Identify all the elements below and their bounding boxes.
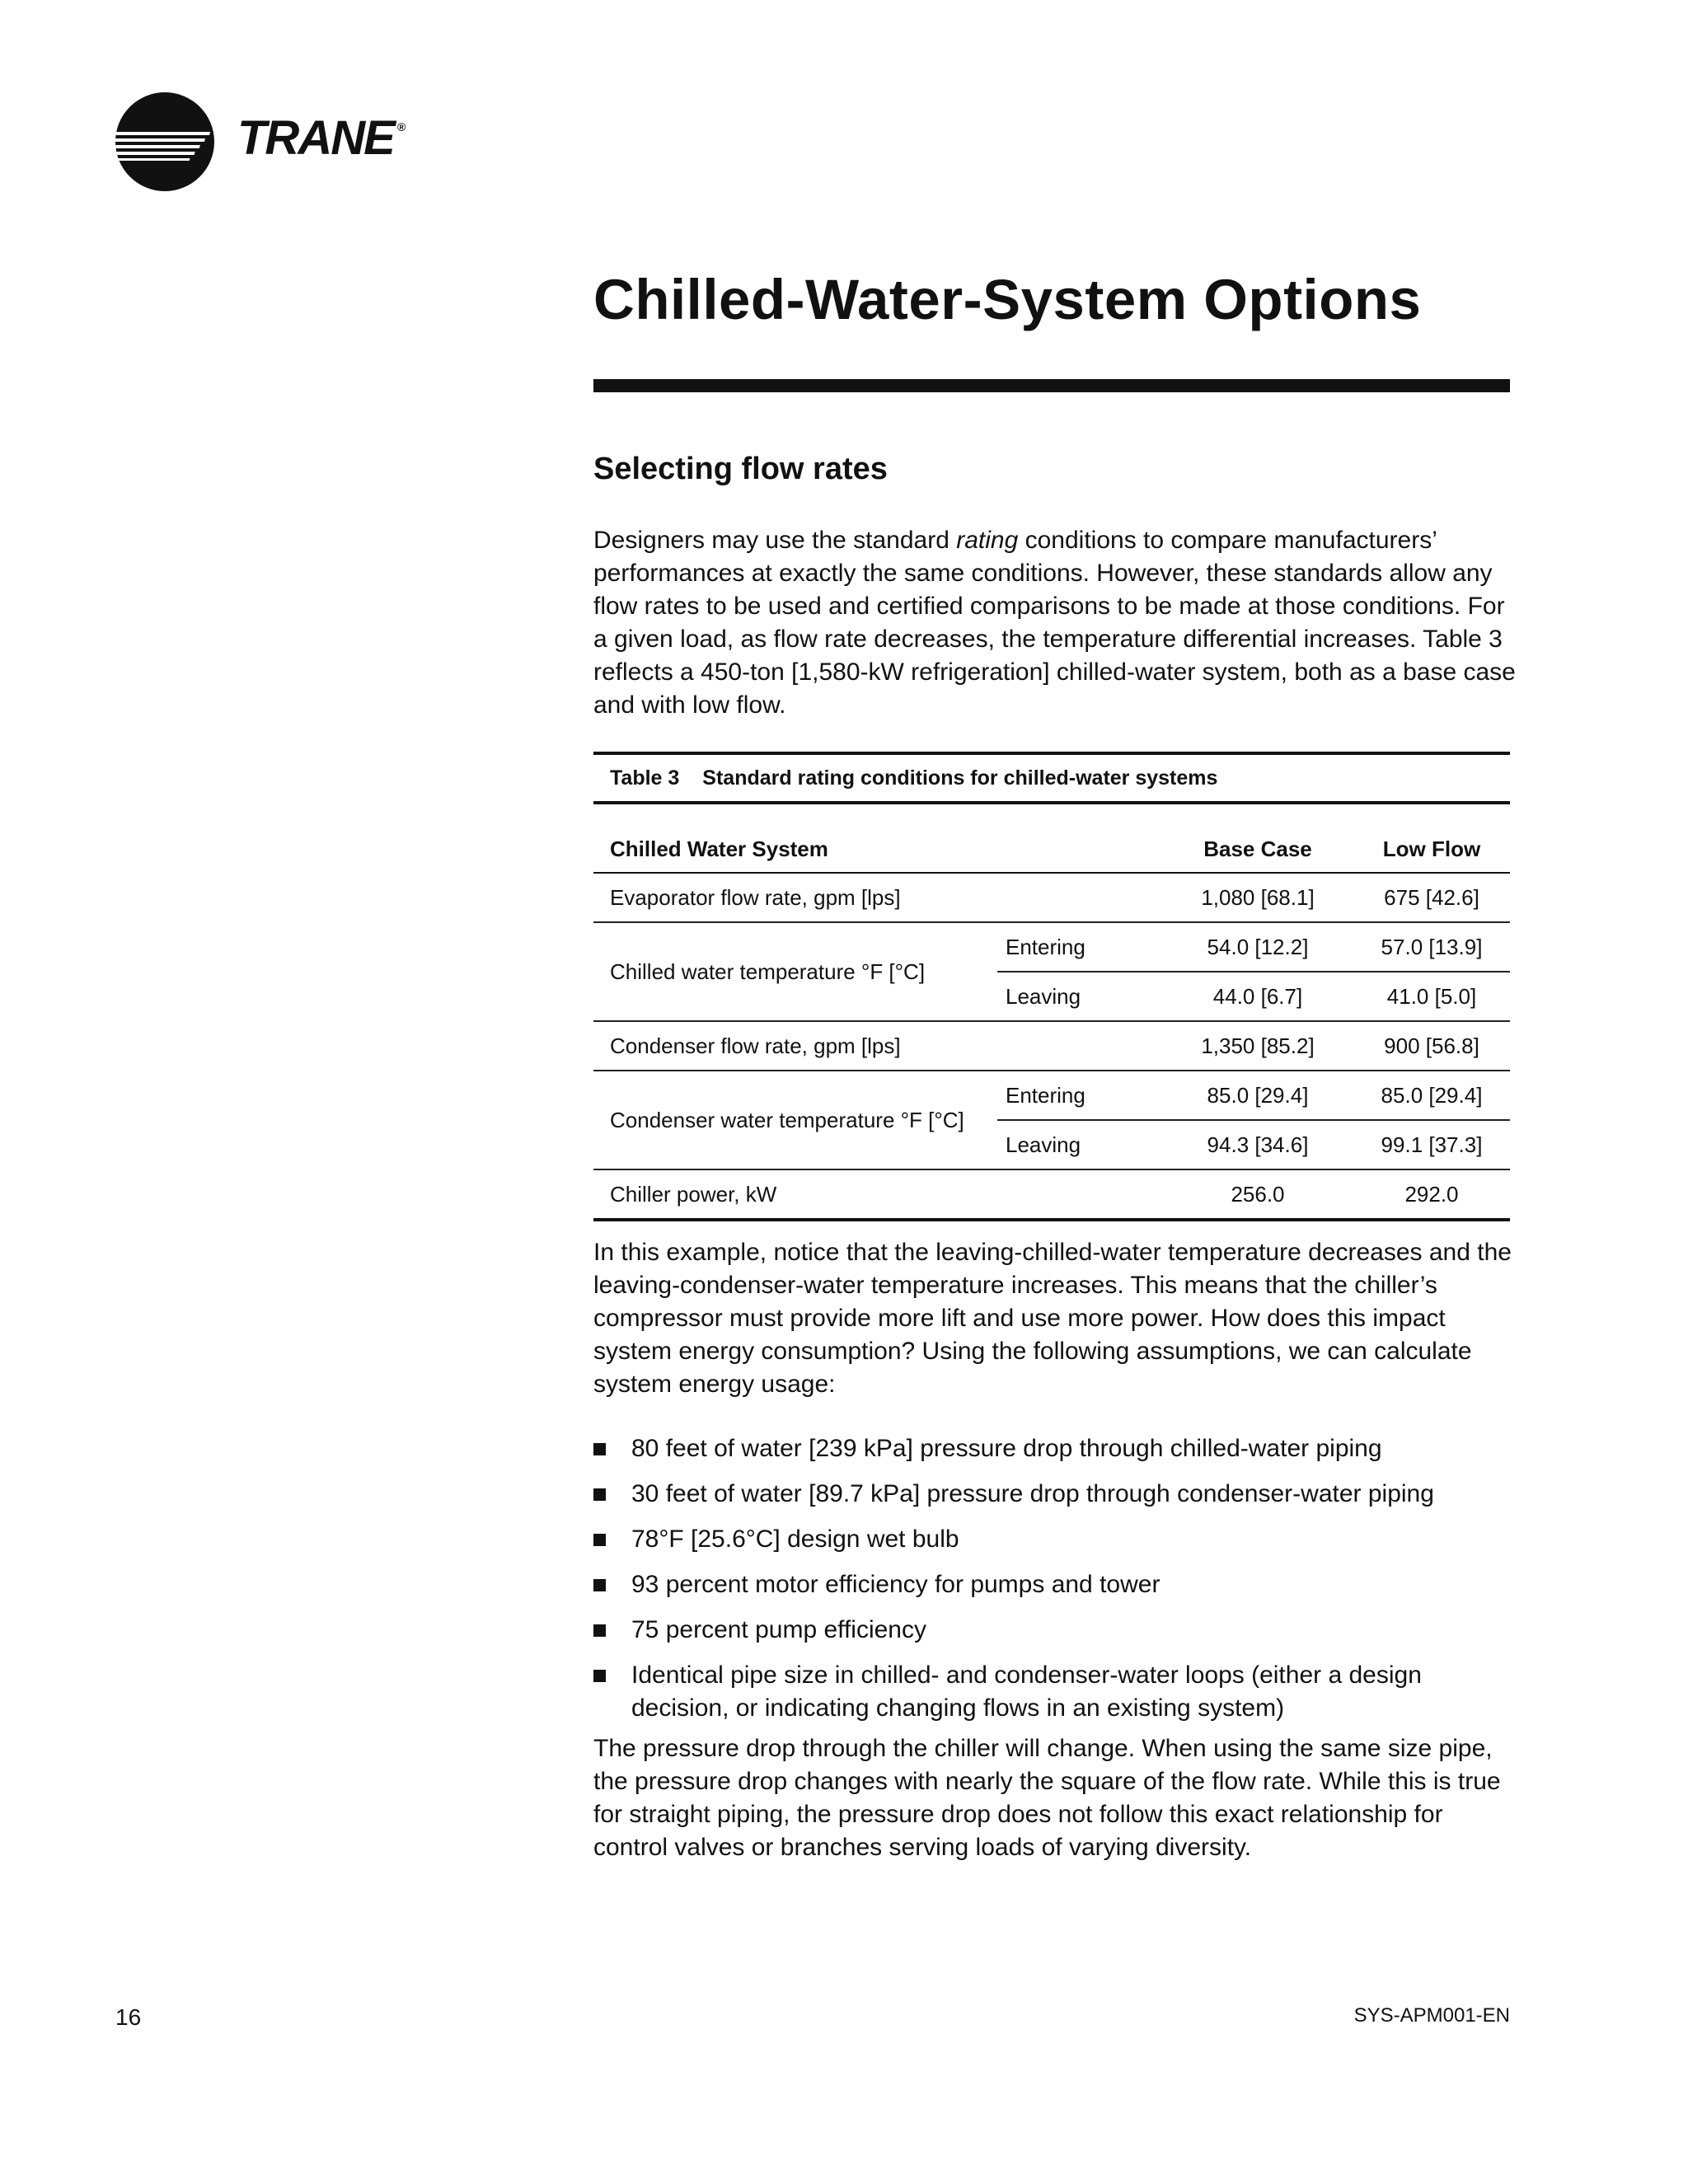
page-title: Chilled-Water-System Options [593,268,1422,331]
row-low: 57.0 [13.9] [1353,922,1510,972]
registered-mark: ® [397,120,406,134]
rating-conditions-table [593,752,1510,1221]
italic-rating: rating [956,527,1019,554]
bullet-square-icon [593,1534,606,1546]
row-label: Condenser flow rate, gpm [lps] [593,1021,997,1071]
table-row [593,1071,1510,1120]
bullet-square-icon [593,1579,606,1591]
header-system: Chilled Water System [593,804,997,873]
row-base: 44.0 [6.7] [1162,972,1353,1021]
row-base: 54.0 [12.2] [1162,922,1353,972]
row-label: Condenser water temperature °F [°C] [593,1071,997,1169]
row-sub: Entering [997,922,1162,972]
row-low: 675 [42.6] [1353,873,1510,922]
table-row [593,1169,1510,1220]
example-paragraph: In this example, notice that the leaving-chilled-water temperature decreases and the leaving-condenser-water temperature increases. This means that the chiller’s compressor must provide more lift and use more power. How does this impact system energy consumption? Using the following assumptions, we can calculate system energy usage: [593,1239,1512,1398]
row-base: 1,080 [68.1] [1162,873,1353,922]
table-caption-text: Standard rating conditions for chilled-water systems [702,766,1218,790]
table-header-row [593,804,1510,873]
row-base: 94.3 [34.6] [1162,1120,1353,1169]
assumptions-list [593,1432,1517,1737]
title-rule [593,379,1510,392]
header-base-case: Base Case [1162,804,1353,873]
row-sub [997,1021,1162,1071]
row-sub: Leaving [997,972,1162,1021]
bullet-square-icon [593,1624,606,1637]
row-low: 292.0 [1353,1169,1510,1220]
pressure-drop-paragraph: The pressure drop through the chiller will change. When using the same size pipe, the pressure drop changes with nearly the square of the flow rate. While this is true for straight piping, the pressure drop does not follow this exact relationship for control valves or branches serving loads of varying diversity. [593,1735,1501,1861]
row-label: Chilled water temperature °F [°C] [593,922,997,1021]
list-item: 30 feet of water [89.7 kPa] pressure drop through condenser-water piping [593,1478,1517,1511]
list-item: 75 percent pump efficiency [593,1614,1517,1647]
row-sub [997,873,1162,922]
trane-logo-icon [115,92,214,191]
list-item: 78°F [25.6°C] design wet bulb [593,1523,1517,1556]
trane-wordmark: TRANE [237,111,394,165]
table-row [593,922,1510,972]
table-caption [593,755,1510,801]
intro-paragraph: Designers may use the standard rating conditions to compare manufacturers’ performances at exactly the same conditions. However, these standards allow any flow rates to be used and certified comparisons to be made at those conditions. For a given load, as flow rate decreases, the temperature differential increases. Table 3 reflects a 450-ton [1,580-kW refrigeration] chilled-water system, both as a base case and with low flow. [593,527,1516,719]
row-sub: Leaving [997,1120,1162,1169]
row-low: 900 [56.8] [1353,1021,1510,1071]
header-low-flow: Low Flow [1353,804,1510,873]
row-low: 85.0 [29.4] [1353,1071,1510,1120]
trane-logo [115,92,429,194]
list-item: Identical pipe size in chilled- and condenser-water loops (either a design decision, or indicating changing flows in an existing system) [593,1659,1517,1725]
table-row [593,1021,1510,1071]
row-label: Evaporator flow rate, gpm [lps] [593,873,997,922]
table-grid [593,804,1510,1221]
bullet-square-icon [593,1443,606,1455]
table-caption-number: Table 3 [610,766,680,790]
list-item: 93 percent motor efficiency for pumps and tower [593,1568,1517,1601]
row-low: 99.1 [37.3] [1353,1120,1510,1169]
bullet-square-icon [593,1670,606,1682]
page-number: 16 [115,2004,142,2030]
bullet-square-icon [593,1488,606,1501]
row-sub [997,1169,1162,1220]
document-code: SYS-APM001-EN [1353,2004,1510,2027]
row-label: Chiller power, kW [593,1169,997,1220]
row-base: 256.0 [1162,1169,1353,1220]
row-low: 41.0 [5.0] [1353,972,1510,1021]
row-sub: Entering [997,1071,1162,1120]
row-base: 1,350 [85.2] [1162,1021,1353,1071]
header-sub [997,804,1162,873]
section-heading: Selecting flow rates [593,452,888,486]
table-row [593,873,1510,922]
list-item: 80 feet of water [239 kPa] pressure drop through chilled-water piping [593,1432,1517,1465]
row-base: 85.0 [29.4] [1162,1071,1353,1120]
